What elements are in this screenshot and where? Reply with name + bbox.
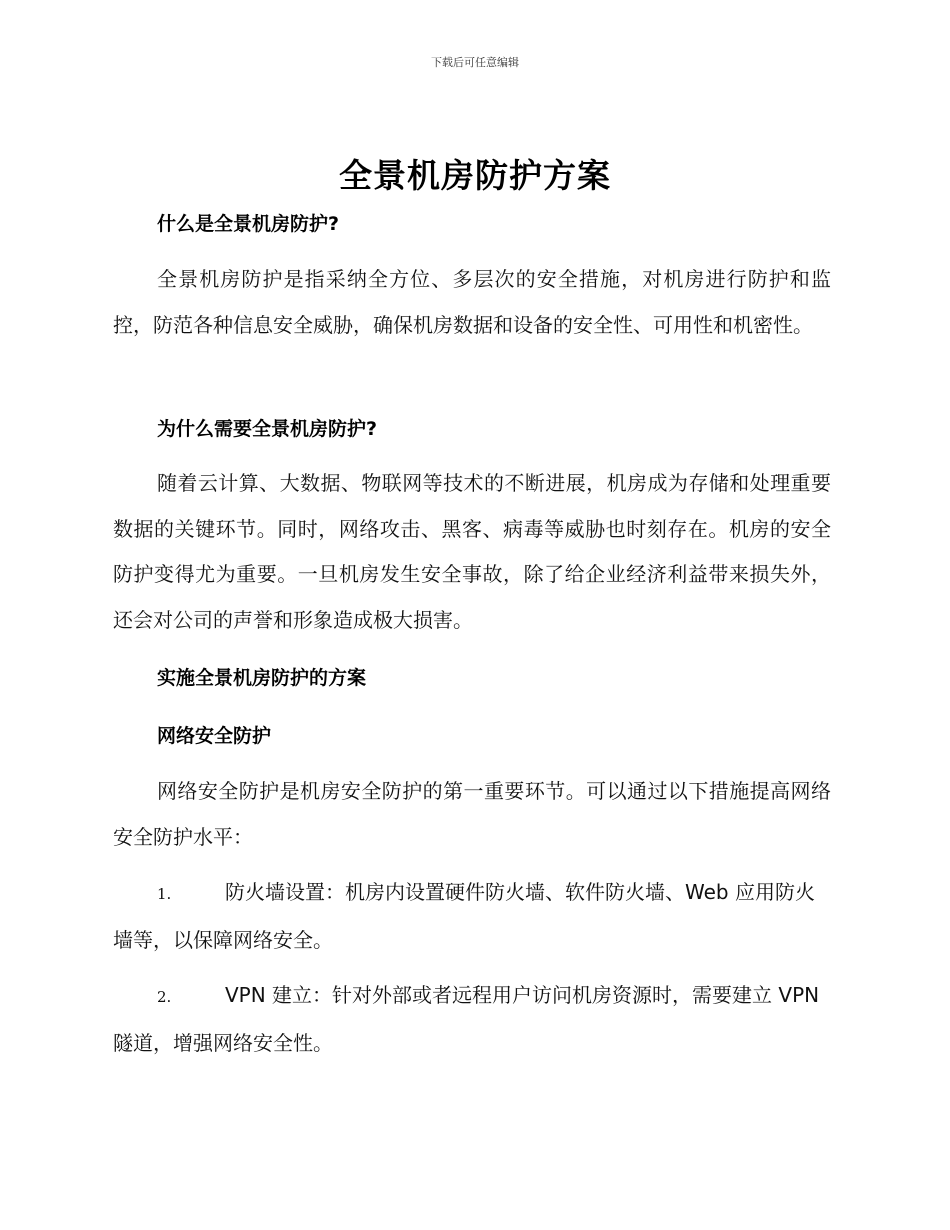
paragraph-network: 网络安全防护是机房安全防护的第一重要环节。可以通过以下措施提高网络安全防护水平： [113,779,831,849]
list-item-firewall [113,870,831,963]
list-text: VPN 建立：针对外部或者远程用户访问机房资源时，需要建立 VPN 隧道，增强网络安全性。 [113,983,820,1055]
header-note: 下载后可任意编辑 [431,56,519,69]
list-number: 2. [157,988,172,1006]
list-number: 1. [157,885,172,903]
list-text: 防火墙设置：机房内设置硬件防火墙、软件防火墙、Web 应用防火墙等，以保障网络安全。 [113,880,815,952]
section-heading-what: 什么是全景机房防护? [157,213,340,235]
document-title: 全景机房防护方案 [339,156,611,195]
paragraph-why: 随着云计算、大数据、物联网等技术的不断进展，机房成为存储和处理重要数据的关键环节。同时，网络攻击、黑客、病毒等威胁也时刻存在。机房的安全防护变得尤为重要。一旦机房发生安全事故，除了给企业经济利益带来损失外，还会对公司的声誉和形象造成极大损害。 [113,471,831,632]
paragraph-what: 全景机房防护是指采纳全方位、多层次的安全措施，对机房进行防护和监控，防范各种信息安全威胁，确保机房数据和设备的安全性、可用性和机密性。 [113,267,831,337]
section-heading-network: 网络安全防护 [157,725,272,747]
section-heading-plan: 实施全景机房防护的方案 [157,667,367,689]
list-item-vpn [113,973,831,1066]
section-heading-why: 为什么需要全景机房防护? [157,418,378,440]
